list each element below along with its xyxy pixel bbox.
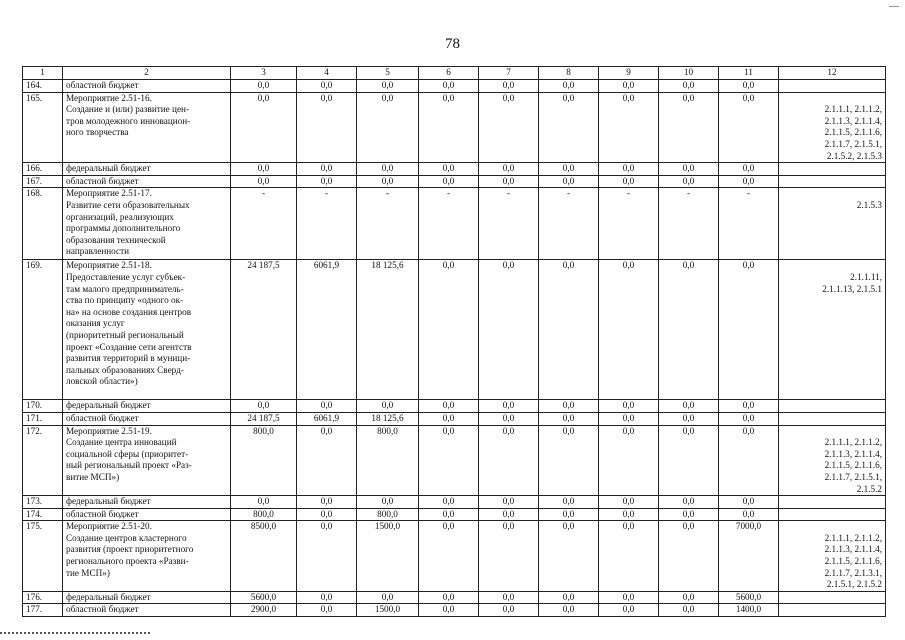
value-cell: 0,0 (357, 175, 419, 188)
value-cell: 0,0 (599, 400, 659, 413)
footer-rule (0, 632, 150, 634)
column-header: 4 (297, 67, 357, 80)
table-row (23, 604, 886, 617)
value-cell: 6061,9 (297, 412, 357, 425)
table-row (23, 508, 886, 521)
value-cell: 0,0 (479, 425, 539, 496)
table-row (23, 260, 886, 400)
value-cell: 24 187,5 (231, 260, 297, 400)
value-cell: 0,0 (297, 604, 357, 617)
row-number: 168. (23, 188, 63, 260)
value-cell: 0,0 (539, 412, 599, 425)
value-cell: 0,0 (479, 604, 539, 617)
target-refs (779, 412, 886, 425)
value-cell: 0,0 (357, 92, 419, 163)
row-title: федеральный бюджет (63, 496, 231, 509)
column-header: 1 (23, 67, 63, 80)
value-cell: 0,0 (539, 591, 599, 604)
value-cell: 0,0 (719, 412, 779, 425)
row-number: 172. (23, 425, 63, 496)
table-row (23, 400, 886, 413)
value-cell: 0,0 (419, 163, 479, 176)
value-cell: 0,0 (659, 175, 719, 188)
value-cell: - (297, 188, 357, 260)
value-cell: 0,0 (297, 508, 357, 521)
value-cell: 0,0 (419, 496, 479, 509)
value-cell: 0,0 (539, 425, 599, 496)
value-cell: 800,0 (357, 425, 419, 496)
value-cell: 0,0 (479, 508, 539, 521)
value-cell: 0,0 (599, 425, 659, 496)
value-cell: 0,0 (357, 400, 419, 413)
table-row (23, 92, 886, 163)
value-cell: 0,0 (539, 604, 599, 617)
value-cell: 0,0 (297, 175, 357, 188)
value-cell: 0,0 (599, 175, 659, 188)
value-cell: 0,0 (659, 80, 719, 93)
table-row (23, 188, 886, 260)
row-number: 177. (23, 604, 63, 617)
value-cell: 0,0 (659, 260, 719, 400)
table-body (23, 80, 886, 617)
value-cell: 0,0 (599, 80, 659, 93)
value-cell: 1400,0 (719, 604, 779, 617)
target-refs (779, 604, 886, 617)
value-cell: 0,0 (659, 591, 719, 604)
row-title: Мероприятие 2.51-18. Предоставление услуг субъек- там малого предприниматель- ства по принципу «одного ок- на» на основе создания центров оказания услуг (приоритетный региональный проект «Создание сети агентств развития территорий в муници- пальных образованиях Сверд- ловской области») (63, 260, 231, 400)
value-cell: 0,0 (539, 80, 599, 93)
value-cell: 0,0 (599, 508, 659, 521)
value-cell: 0,0 (539, 521, 599, 592)
target-refs (779, 591, 886, 604)
value-cell: 0,0 (419, 508, 479, 521)
value-cell: 0,0 (357, 163, 419, 176)
value-cell: 5600,0 (719, 591, 779, 604)
value-cell: 0,0 (719, 92, 779, 163)
value-cell: 800,0 (357, 508, 419, 521)
value-cell: 0,0 (231, 496, 297, 509)
value-cell: 0,0 (479, 80, 539, 93)
target-refs: 2.1.1.1, 2.1.1.2, 2.1.1.3, 2.1.1.4, 2.1.1.5, 2.1.1.6, 2.1.1.7, 2.1.5.1, 2.1.5.2 (779, 425, 886, 496)
value-cell: 0,0 (539, 496, 599, 509)
value-cell: 0,0 (297, 92, 357, 163)
row-title: областной бюджет (63, 604, 231, 617)
column-header: 3 (231, 67, 297, 80)
value-cell: 0,0 (659, 412, 719, 425)
budget-table (22, 66, 886, 617)
value-cell: 0,0 (297, 80, 357, 93)
value-cell: 1500,0 (357, 604, 419, 617)
column-header: 11 (719, 67, 779, 80)
value-cell: 0,0 (419, 80, 479, 93)
column-header: 9 (599, 67, 659, 80)
column-header: 6 (419, 67, 479, 80)
target-refs (779, 80, 886, 93)
value-cell: 0,0 (297, 496, 357, 509)
value-cell: 0,0 (357, 80, 419, 93)
value-cell: 0,0 (719, 163, 779, 176)
value-cell: 0,0 (479, 92, 539, 163)
row-number: 173. (23, 496, 63, 509)
value-cell: 0,0 (599, 260, 659, 400)
row-number: 164. (23, 80, 63, 93)
value-cell: 800,0 (231, 508, 297, 521)
column-header: 2 (63, 67, 231, 80)
table-row (23, 521, 886, 592)
target-refs: 2.1.1.1, 2.1.1.2, 2.1.1.3, 2.1.1.4, 2.1.1.5, 2.1.1.6, 2.1.1.7, 2.1.5.1, 2.1.5.2, 2.1.5.3 (779, 92, 886, 163)
value-cell: - (539, 188, 599, 260)
row-title: областной бюджет (63, 175, 231, 188)
target-refs (779, 400, 886, 413)
value-cell: - (599, 188, 659, 260)
value-cell: 0,0 (539, 175, 599, 188)
value-cell: 0,0 (719, 80, 779, 93)
value-cell: 0,0 (357, 496, 419, 509)
page-number: 78 (445, 36, 460, 52)
target-refs (779, 175, 886, 188)
value-cell: 2900,0 (231, 604, 297, 617)
value-cell: 0,0 (659, 604, 719, 617)
value-cell: 0,0 (357, 591, 419, 604)
value-cell: 8500,0 (231, 521, 297, 592)
value-cell: - (419, 188, 479, 260)
value-cell: 0,0 (599, 412, 659, 425)
value-cell: 0,0 (297, 591, 357, 604)
value-cell: 0,0 (419, 591, 479, 604)
value-cell: 0,0 (539, 400, 599, 413)
value-cell: 18 125,6 (357, 260, 419, 400)
column-header: 5 (357, 67, 419, 80)
value-cell: 0,0 (719, 400, 779, 413)
row-title: Мероприятие 2.51-16. Создание и (или) развитие цен- тров молодежного инновацион- ного творчества (63, 92, 231, 163)
header-row (23, 67, 886, 80)
value-cell: 0,0 (659, 92, 719, 163)
row-number: 169. (23, 260, 63, 400)
value-cell: 0,0 (599, 92, 659, 163)
value-cell: 0,0 (419, 425, 479, 496)
table-row (23, 80, 886, 93)
value-cell: 800,0 (231, 425, 297, 496)
value-cell: 0,0 (297, 425, 357, 496)
value-cell: 0,0 (719, 425, 779, 496)
row-number: 174. (23, 508, 63, 521)
target-refs (779, 496, 886, 509)
table-row (23, 591, 886, 604)
column-header: 8 (539, 67, 599, 80)
value-cell: 0,0 (419, 92, 479, 163)
value-cell: - (719, 188, 779, 260)
value-cell: 24 187,5 (231, 412, 297, 425)
value-cell: 0,0 (479, 496, 539, 509)
value-cell: 0,0 (659, 508, 719, 521)
value-cell: 0,0 (539, 92, 599, 163)
row-title: федеральный бюджет (63, 400, 231, 413)
value-cell: 18 125,6 (357, 412, 419, 425)
row-number: 175. (23, 521, 63, 592)
value-cell: 0,0 (231, 163, 297, 176)
column-header: 12 (779, 67, 886, 80)
value-cell: 0,0 (479, 163, 539, 176)
value-cell: 0,0 (719, 175, 779, 188)
value-cell: - (231, 188, 297, 260)
value-cell: 0,0 (231, 80, 297, 93)
value-cell: 0,0 (599, 163, 659, 176)
value-cell: 0,0 (719, 508, 779, 521)
value-cell: 0,0 (659, 425, 719, 496)
row-number: 167. (23, 175, 63, 188)
row-title: Мероприятие 2.51-19. Создание центра инноваций социальной сферы (приоритет- ный региональный проект «Раз- витие МСП») (63, 425, 231, 496)
value-cell: 0,0 (659, 163, 719, 176)
value-cell: 0,0 (599, 591, 659, 604)
table-row (23, 163, 886, 176)
value-cell: 1500,0 (357, 521, 419, 592)
value-cell: - (357, 188, 419, 260)
value-cell: 0,0 (719, 260, 779, 400)
row-title: областной бюджет (63, 508, 231, 521)
target-refs (779, 508, 886, 521)
value-cell: 0,0 (231, 92, 297, 163)
value-cell: 0,0 (599, 521, 659, 592)
value-cell: 0,0 (479, 591, 539, 604)
value-cell: 7000,0 (719, 521, 779, 592)
target-refs: 2.1.1.1, 2.1.1.2, 2.1.1.3, 2.1.1.4, 2.1.1.5, 2.1.1.6, 2.1.1.7, 2.1.3.1, 2.1.5.1, 2.1.5.2 (779, 521, 886, 592)
value-cell: 0,0 (479, 521, 539, 592)
column-header: 10 (659, 67, 719, 80)
row-number: 170. (23, 400, 63, 413)
row-number: 171. (23, 412, 63, 425)
value-cell: 5600,0 (231, 591, 297, 604)
row-number: 166. (23, 163, 63, 176)
value-cell: 0,0 (539, 508, 599, 521)
table-row (23, 425, 886, 496)
value-cell: 0,0 (659, 496, 719, 509)
row-title: федеральный бюджет (63, 591, 231, 604)
value-cell: 0,0 (231, 400, 297, 413)
corner-mark (889, 6, 899, 7)
value-cell: 0,0 (479, 175, 539, 188)
row-title: федеральный бюджет (63, 163, 231, 176)
table-row (23, 175, 886, 188)
value-cell: 0,0 (297, 163, 357, 176)
column-header: 7 (479, 67, 539, 80)
value-cell: 0,0 (719, 496, 779, 509)
value-cell: 0,0 (419, 412, 479, 425)
value-cell: 0,0 (479, 400, 539, 413)
table-row (23, 412, 886, 425)
row-title: Мероприятие 2.51-17. Развитие сети образовательных организаций, реализующих программы дополнительного образования технической направленности (63, 188, 231, 260)
value-cell: 0,0 (599, 604, 659, 617)
row-title: Мероприятие 2.51-20. Создание центров кластерного развития (проект приоритетного регионального проекта «Разви- тие МСП») (63, 521, 231, 592)
target-refs (779, 163, 886, 176)
row-number: 176. (23, 591, 63, 604)
value-cell: 6061,9 (297, 260, 357, 400)
value-cell: - (479, 188, 539, 260)
value-cell: 0,0 (297, 400, 357, 413)
value-cell: 0,0 (419, 175, 479, 188)
row-title: областной бюджет (63, 412, 231, 425)
value-cell: 0,0 (231, 175, 297, 188)
value-cell: 0,0 (539, 163, 599, 176)
value-cell: 0,0 (479, 260, 539, 400)
value-cell: 0,0 (599, 496, 659, 509)
value-cell: - (659, 188, 719, 260)
value-cell: 0,0 (297, 521, 357, 592)
row-number: 165. (23, 92, 63, 163)
value-cell: 0,0 (539, 260, 599, 400)
target-refs: 2.1.5.3 (779, 188, 886, 260)
value-cell: 0,0 (419, 260, 479, 400)
value-cell: 0,0 (419, 604, 479, 617)
value-cell: 0,0 (659, 521, 719, 592)
value-cell: 0,0 (659, 400, 719, 413)
value-cell: 0,0 (419, 400, 479, 413)
value-cell: 0,0 (419, 521, 479, 592)
row-title: областной бюджет (63, 80, 231, 93)
value-cell: 0,0 (479, 412, 539, 425)
table-row (23, 496, 886, 509)
target-refs: 2.1.1.11, 2.1.1.13, 2.1.5.1 (779, 260, 886, 400)
